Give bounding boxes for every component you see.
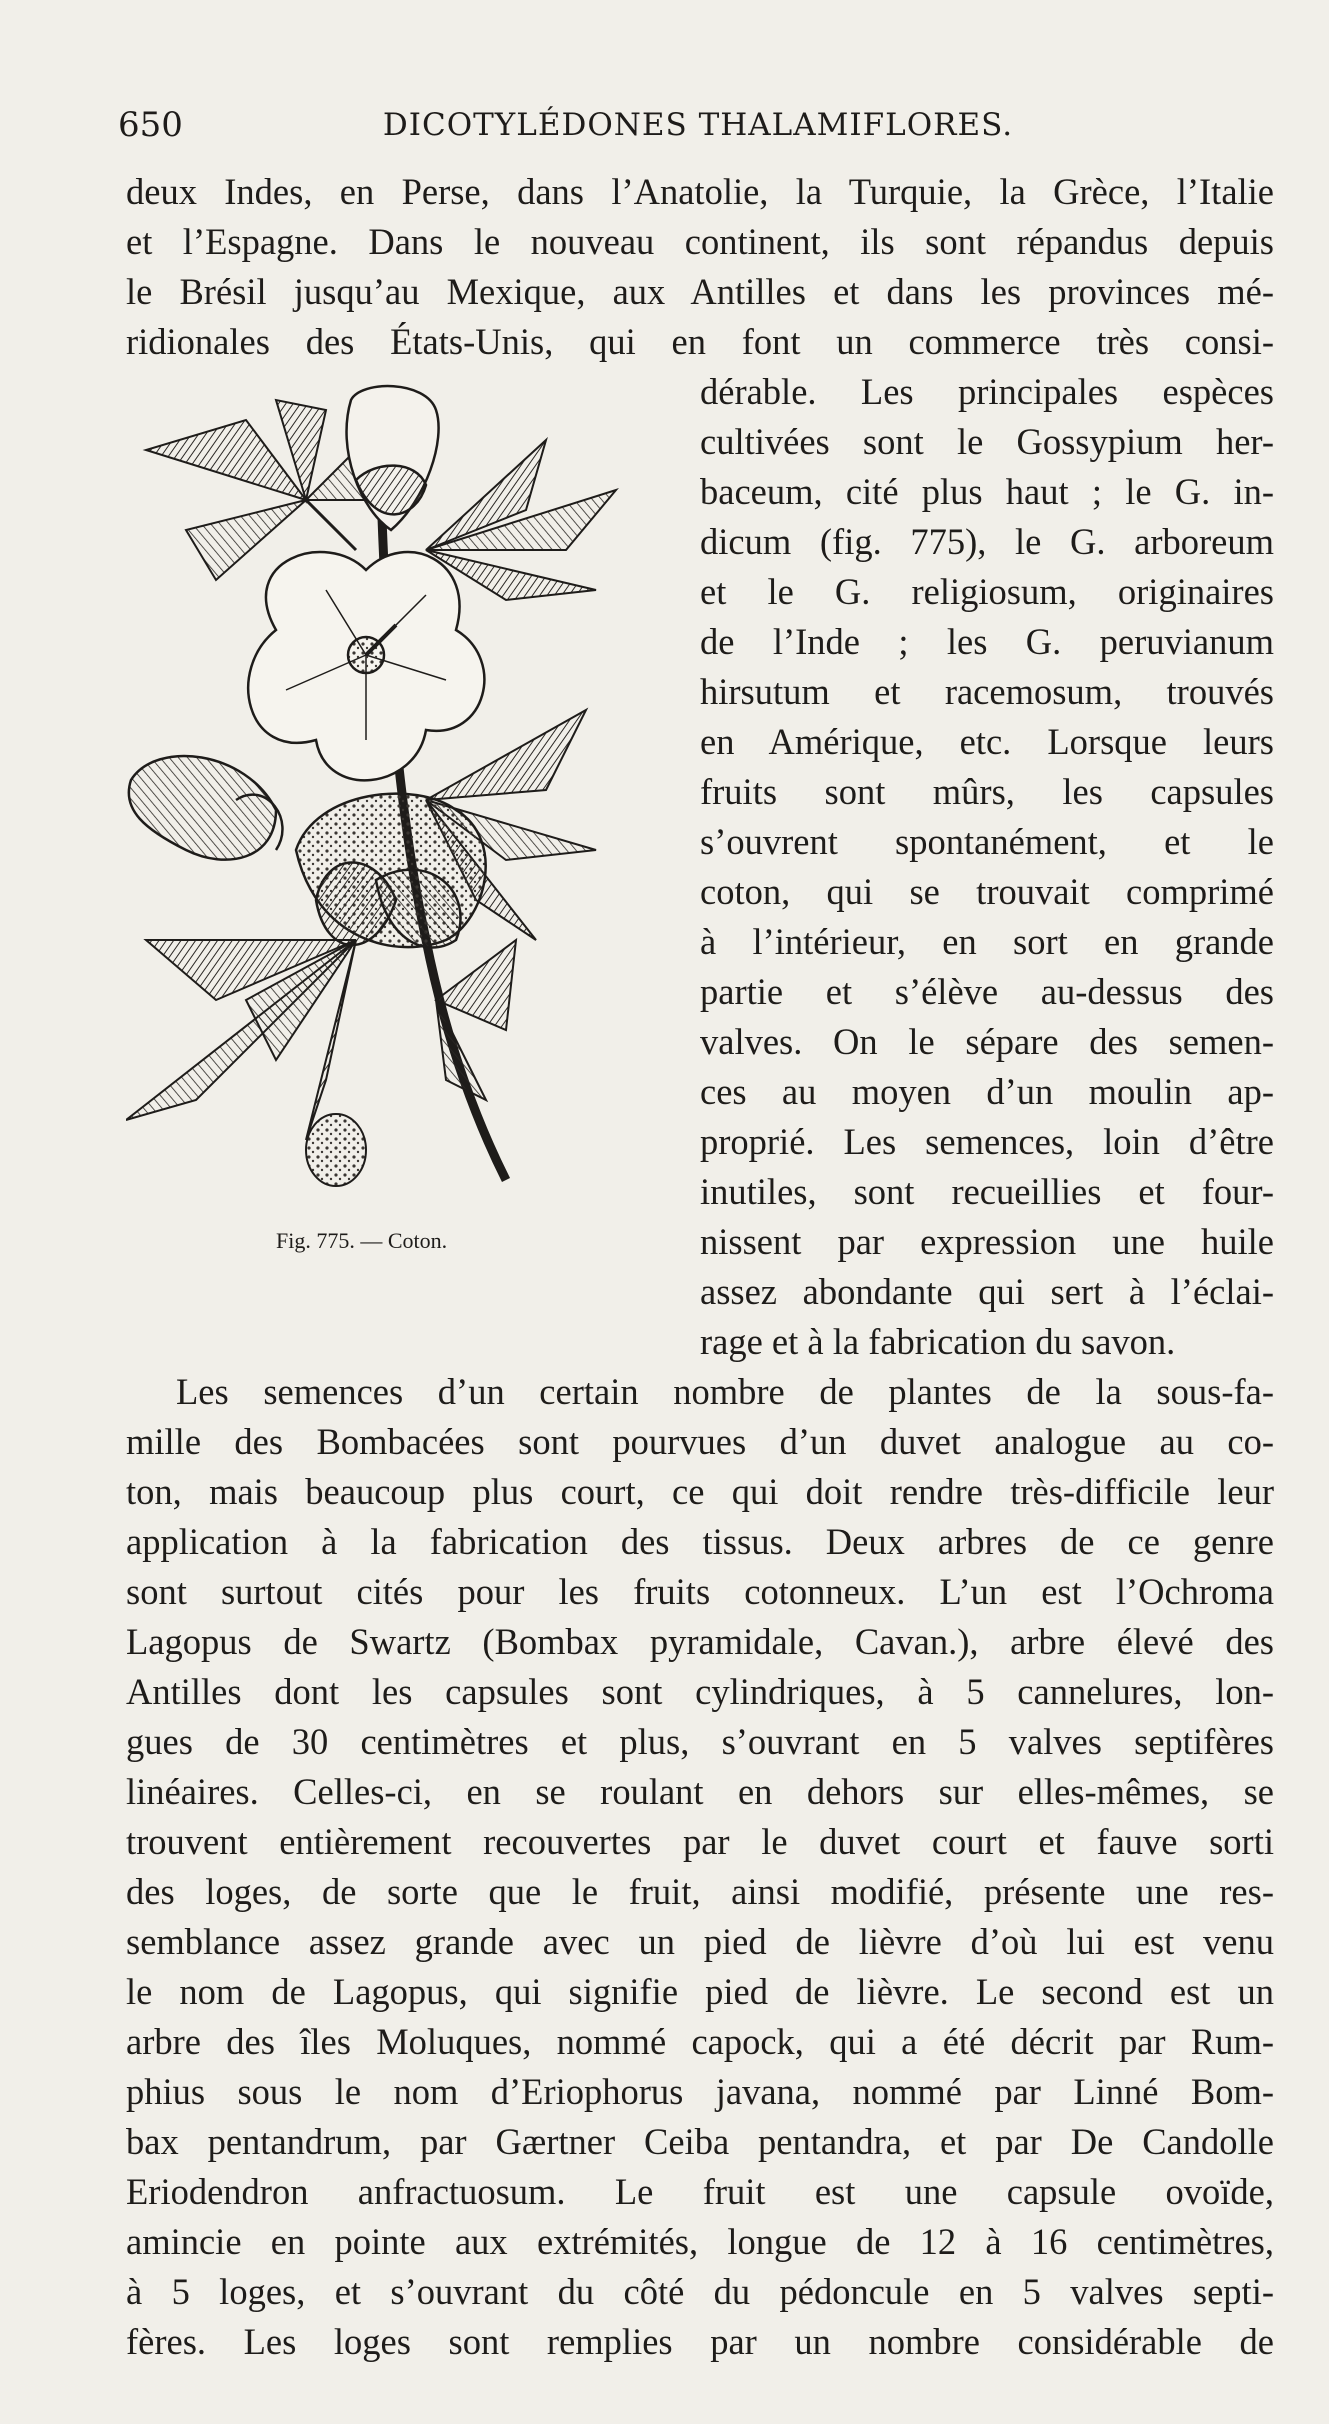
text-line: et le G. religiosum, originaires bbox=[700, 571, 1274, 612]
text-line: arbre des îles Moluques, nommé capock, qui a été décrit par Rum- bbox=[126, 2021, 1274, 2062]
cotton-plant-illustration bbox=[126, 380, 686, 1230]
text-line: deux Indes, en Perse, dans l’Anatolie, la Turquie, la Grèce, l’Italie bbox=[126, 171, 1274, 212]
text-line: le Brésil jusqu’au Mexique, aux Antilles et dans les provinces mé- bbox=[126, 271, 1274, 312]
text-line: mille des Bombacées sont pourvues d’un duvet analogue au co- bbox=[126, 1421, 1274, 1462]
text-line: de l’Inde ; les G. peruvianum bbox=[700, 621, 1274, 662]
text-line: application à la fabrication des tissus. Deux arbres de ce genre bbox=[126, 1521, 1274, 1562]
text-line: baceum, cité plus haut ; le G. in- bbox=[700, 471, 1274, 512]
text-line: rage et à la fabrication du savon. bbox=[700, 1321, 1176, 1362]
text-line: assez abondante qui sert à l’éclai- bbox=[700, 1271, 1274, 1312]
text-line: hirsutum et racemosum, trouvés bbox=[700, 671, 1274, 712]
page-header bbox=[118, 100, 1278, 150]
text-line: Lagopus de Swartz (Bombax pyramidale, Cavan.), arbre élevé des bbox=[126, 1621, 1274, 1662]
text-line: à 5 loges, et s’ouvrant du côté du pédoncule en 5 valves septi- bbox=[126, 2271, 1274, 2312]
text-line: valves. On le sépare des semen- bbox=[700, 1021, 1274, 1062]
cotton-boll bbox=[296, 794, 486, 948]
figure-caption: Fig. 775. — Coton. bbox=[276, 1228, 448, 1253]
text-line: ridionales des États-Unis, qui en font un commerce très consi- bbox=[126, 321, 1274, 362]
text-line: s’ouvrent spontanément, et le bbox=[700, 821, 1274, 862]
leaf-top-left bbox=[146, 400, 376, 580]
text-line: en Amérique, etc. Lorsque leurs bbox=[700, 721, 1274, 762]
text-line: linéaires. Celles-ci, en se roulant en dehors sur elles-mêmes, se bbox=[126, 1771, 1274, 1812]
text-line: proprié. Les semences, loin d’être bbox=[700, 1121, 1274, 1162]
running-head: DICOTYLÉDONES THALAMIFLORES. bbox=[382, 107, 1014, 143]
text-line: à l’intérieur, en sort en grande bbox=[700, 921, 1274, 962]
text-line: fruits sont mûrs, les capsules bbox=[700, 771, 1274, 812]
figure-cotton-plant bbox=[126, 380, 686, 1230]
leaf-top-right bbox=[426, 440, 616, 600]
text-line: bax pentandrum, par Gærtner Ceiba pentandra, et par De Candolle bbox=[126, 2121, 1274, 2162]
text-line: partie et s’élève au-dessus des bbox=[700, 971, 1274, 1012]
text-line: trouvent entièrement recouvertes par le duvet court et fauve sorti bbox=[126, 1821, 1274, 1862]
text-line: semblance assez grande avec un pied de lièvre d’où lui est venu bbox=[126, 1921, 1274, 1962]
leaf-bottom-left bbox=[126, 940, 356, 1140]
flower-open bbox=[248, 552, 484, 780]
bud-top bbox=[347, 386, 439, 530]
bud-left bbox=[129, 756, 283, 860]
text-line: Antilles dont les capsules sont cylindriques, à 5 cannelures, lon- bbox=[126, 1671, 1274, 1712]
page-number: 650 bbox=[118, 105, 183, 145]
text-line: dicum (fig. 775), le G. arboreum bbox=[700, 521, 1274, 562]
text-line: des loges, de sorte que le fruit, ainsi modifié, présente une res- bbox=[126, 1871, 1274, 1912]
text-line: fères. Les loges sont remplies par un nombre considérable de bbox=[126, 2321, 1274, 2362]
text-line: gues de 30 centimètres et plus, s’ouvrant en 5 valves septifères bbox=[126, 1721, 1274, 1762]
text-line: amincie en pointe aux extrémités, longue de 12 à 16 centimètres, bbox=[126, 2221, 1274, 2262]
text-line: Eriodendron anfractuosum. Le fruit est une capsule ovoïde, bbox=[126, 2171, 1274, 2212]
text-line: le nom de Lagopus, qui signifie pied de lièvre. Le second est un bbox=[126, 1971, 1274, 2012]
text-line: phius sous le nom d’Eriophorus javana, nommé par Linné Bom- bbox=[126, 2071, 1274, 2112]
text-line: dérable. Les principales espèces bbox=[700, 371, 1274, 412]
text-line: coton, qui se trouvait comprimé bbox=[700, 871, 1274, 912]
text-line: ces au moyen d’un moulin ap- bbox=[700, 1071, 1274, 1112]
text-line: et l’Espagne. Dans le nouveau continent, ils sont répandus depuis bbox=[126, 221, 1274, 262]
cotton-seed bbox=[306, 1114, 366, 1186]
text-line: sont surtout cités pour les fruits cotonneux. L’un est l’Ochroma bbox=[126, 1571, 1274, 1612]
text-line: cultivées sont le Gossypium her- bbox=[700, 421, 1274, 462]
text-line: inutiles, sont recueillies et four- bbox=[700, 1171, 1274, 1212]
text-line: ton, mais beaucoup plus court, ce qui doit rendre très-difficile leur bbox=[126, 1471, 1274, 1512]
text-line: nissent par expression une huile bbox=[700, 1221, 1274, 1262]
text-line: Les semences d’un certain nombre de plantes de la sous-fa- bbox=[176, 1371, 1274, 1412]
